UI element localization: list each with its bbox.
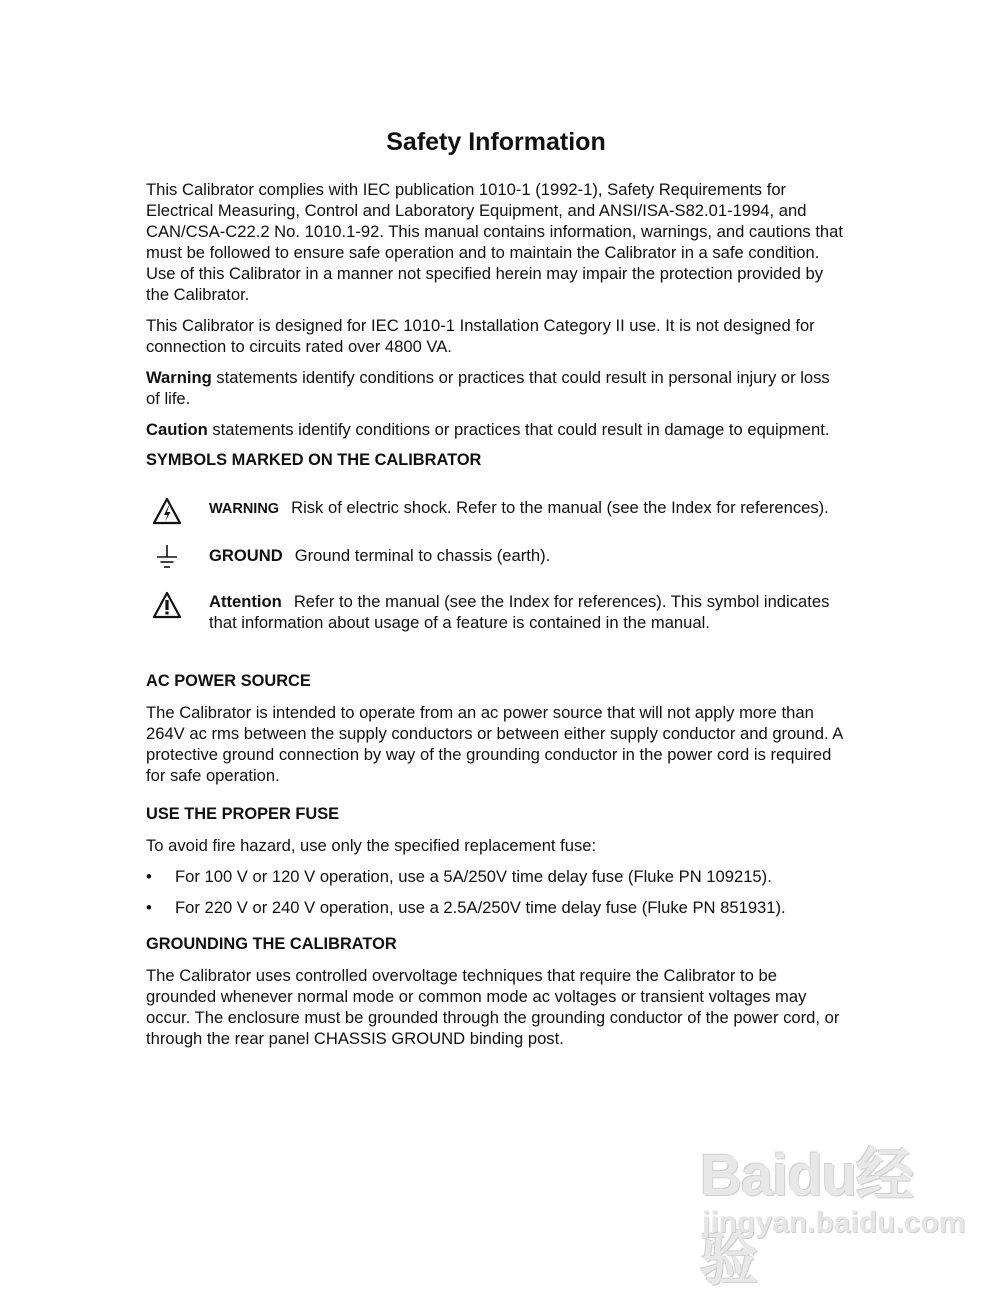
caution-note-text: statements identify conditions or practices that could result in damage to equipment. <box>207 420 830 439</box>
symbols-heading: SYMBOLS MARKED ON THE CALIBRATOR <box>146 451 482 469</box>
warning-note <box>146 367 846 409</box>
bullet-icon: • <box>146 867 152 886</box>
intro-paragraph-2: This Calibrator is designed for IEC 1010-1 Installation Category II use. It is not designed for connection to circuits rated over 4800 VA. <box>146 316 815 356</box>
baidu-watermark <box>700 1128 966 1292</box>
bullet-icon: • <box>146 898 152 917</box>
symbol-label-warning: WARNING <box>209 501 280 517</box>
list-item <box>146 866 846 887</box>
fuse-item-text: For 100 V or 120 V operation, use a 5A/250V time delay fuse (Fluke PN 109215). <box>175 867 772 886</box>
symbol-label-attention: Attention <box>209 592 282 611</box>
warning-term: Warning <box>146 368 212 387</box>
watermark-url: jingyan.baidu.com <box>702 1206 966 1239</box>
document-page <box>146 128 846 1059</box>
ac-power-paragraph: The Calibrator is intended to operate from an ac power source that will not apply more than 264V ac rms between the supply conductors or between either supply conductor and ground. A protective ground connection by way of the grounding conductor in the power cord is required for safe operation. <box>146 703 843 785</box>
list-item <box>146 897 846 918</box>
intro-paragraph-1: This Calibrator complies with IEC publication 1010-1 (1992-1), Safety Requirements for Electrical Measuring, Control and Laboratory Equipment, and ANSI/ISA-S82.01-1994, and CAN/CSA-C22.2 No. 1010.1-92. This manual contains information, warnings, and cautions that must be followed to ensure safe operation and to maintain the Calibrator in a safe condition. Use of this Calibrator in a manner not specified herein may impair the protection provided by the Calibrator. <box>146 180 844 304</box>
symbol-item-attention <box>146 591 846 633</box>
caution-term: Caution <box>146 420 208 439</box>
caution-note <box>146 419 846 440</box>
fuse-list <box>146 866 846 918</box>
attention-icon <box>152 591 182 619</box>
ac-power-heading: AC POWER SOURCE <box>146 672 311 690</box>
symbol-text-attention: Refer to the manual (see the Index for references). This symbol indicates that information about usage of a feature is contained in the manual. <box>209 592 830 632</box>
symbol-item-ground <box>146 545 846 566</box>
electric-shock-warning-icon <box>152 497 182 525</box>
fuse-intro: To avoid fire hazard, use only the specified replacement fuse: <box>146 836 597 855</box>
symbols-list <box>146 497 846 633</box>
fuse-heading: USE THE PROPER FUSE <box>146 805 340 823</box>
ground-icon <box>152 545 182 573</box>
grounding-paragraph: The Calibrator uses controlled overvoltage techniques that require the Calibrator to be grounded whenever normal mode or common mode ac voltages or transient voltages may occur. The enclosure must be grounded through the grounding conductor of the power cord, or through the rear panel CHASSIS GROUND binding post. <box>146 966 840 1048</box>
fuse-item-text: For 220 V or 240 V operation, use a 2.5A/250V time delay fuse (Fluke PN 851931). <box>175 898 786 917</box>
symbol-item-warning <box>146 497 846 520</box>
warning-note-text: statements identify conditions or practices that could result in personal injury or loss of life. <box>146 368 830 408</box>
page-title: Safety Information <box>386 128 606 156</box>
symbol-label-ground: GROUND <box>209 546 283 565</box>
symbol-text-warning: Risk of electric shock. Refer to the manual (see the Index for references). <box>291 498 829 517</box>
symbol-text-ground: Ground terminal to chassis (earth). <box>294 546 551 565</box>
watermark-logo-text: Baidu经验 <box>700 1143 914 1292</box>
grounding-heading: GROUNDING THE CALIBRATOR <box>146 935 397 953</box>
